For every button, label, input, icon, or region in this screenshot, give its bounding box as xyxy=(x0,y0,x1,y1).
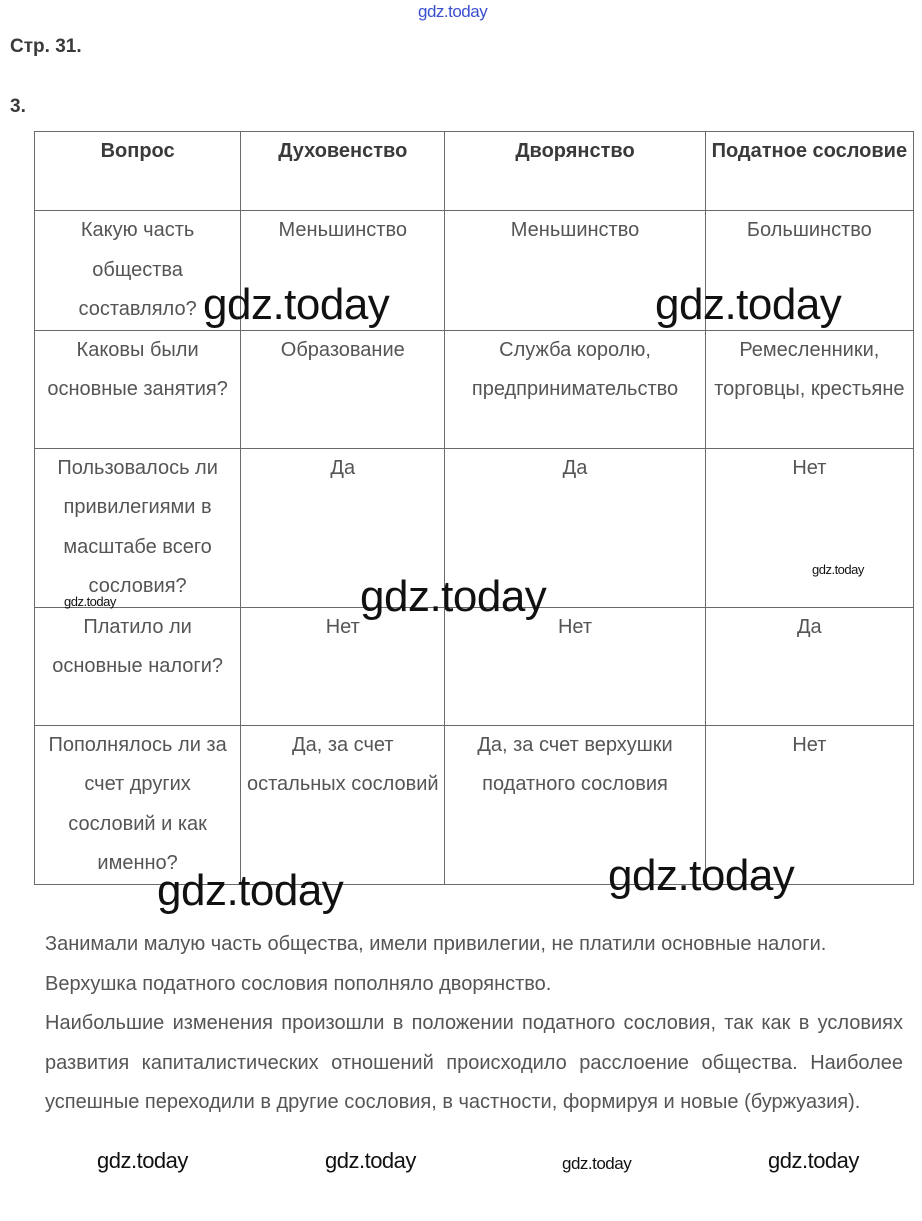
watermark: gdz.today xyxy=(64,594,116,609)
nobility-cell: Да xyxy=(445,448,705,607)
nobility-cell: Меньшинство xyxy=(445,211,705,331)
watermark: gdz.today xyxy=(812,562,864,577)
taxable-cell: Да xyxy=(705,607,913,725)
taxable-cell: Большинство xyxy=(705,211,913,331)
question-cell: Пользовалось ли привилегиями в масштабе всего сословия? xyxy=(35,448,241,607)
task-number: 3. xyxy=(10,96,26,117)
watermark: gdz.today xyxy=(157,866,344,915)
watermark: gdz.today xyxy=(768,1148,859,1173)
question-cell: Какую часть общества составляло? xyxy=(35,211,241,331)
estates-table xyxy=(34,131,914,885)
nobility-cell: Да, за счет верхушки податного сословия xyxy=(445,725,705,884)
table-row xyxy=(35,330,914,448)
clergy-cell: Образование xyxy=(241,330,445,448)
header-taxable: Податное сословие xyxy=(705,132,913,211)
note-paragraph: Верхушка податного сословия пополняло дворянство. xyxy=(45,972,552,995)
watermark: gdz.today xyxy=(608,851,795,900)
table-header-row xyxy=(35,132,914,211)
page-reference: Стр. 31. xyxy=(10,36,82,57)
clergy-cell: Да xyxy=(241,448,445,607)
question-cell: Платило ли основные налоги? xyxy=(35,607,241,725)
watermark: gdz.today xyxy=(655,280,842,329)
watermark: gdz.today xyxy=(203,280,390,329)
taxable-cell: Нет xyxy=(705,725,913,884)
taxable-cell: Нет xyxy=(705,448,913,607)
clergy-cell: Да, за счет остальных сословий xyxy=(241,725,445,884)
question-cell: Пополнялось ли за счет других сословий и как именно? xyxy=(35,725,241,884)
header-clergy: Духовенство xyxy=(241,132,445,211)
header-nobility: Дворянство xyxy=(445,132,705,211)
watermark: gdz.today xyxy=(360,572,547,621)
table-row xyxy=(35,607,914,725)
clergy-cell: Меньшинство xyxy=(241,211,445,331)
nobility-cell: Служба королю, предпринимательство xyxy=(445,330,705,448)
header-question: Вопрос xyxy=(35,132,241,211)
watermark: gdz.today xyxy=(325,1148,416,1173)
watermark: gdz.today xyxy=(562,1154,632,1173)
question-cell: Каковы были основные занятия? xyxy=(35,330,241,448)
nobility-cell: Нет xyxy=(445,607,705,725)
taxable-cell: Ремесленники, торговцы, крестьяне xyxy=(705,330,913,448)
clergy-cell: Нет xyxy=(241,607,445,725)
note-paragraph: Наибольшие изменения произошли в положении податного сословия, так как в условиях развития капиталистических отношений происходило расслоение общества. Наиболее успешные переходили в другие сословия, в частности, формируя и новые (буржуазия). xyxy=(45,1012,903,1113)
top-watermark: gdz.today xyxy=(418,2,488,21)
watermark: gdz.today xyxy=(97,1148,188,1173)
answer-notes xyxy=(45,925,903,1123)
note-paragraph: Занимали малую часть общества, имели привилегии, не платили основные налоги. xyxy=(45,933,827,955)
